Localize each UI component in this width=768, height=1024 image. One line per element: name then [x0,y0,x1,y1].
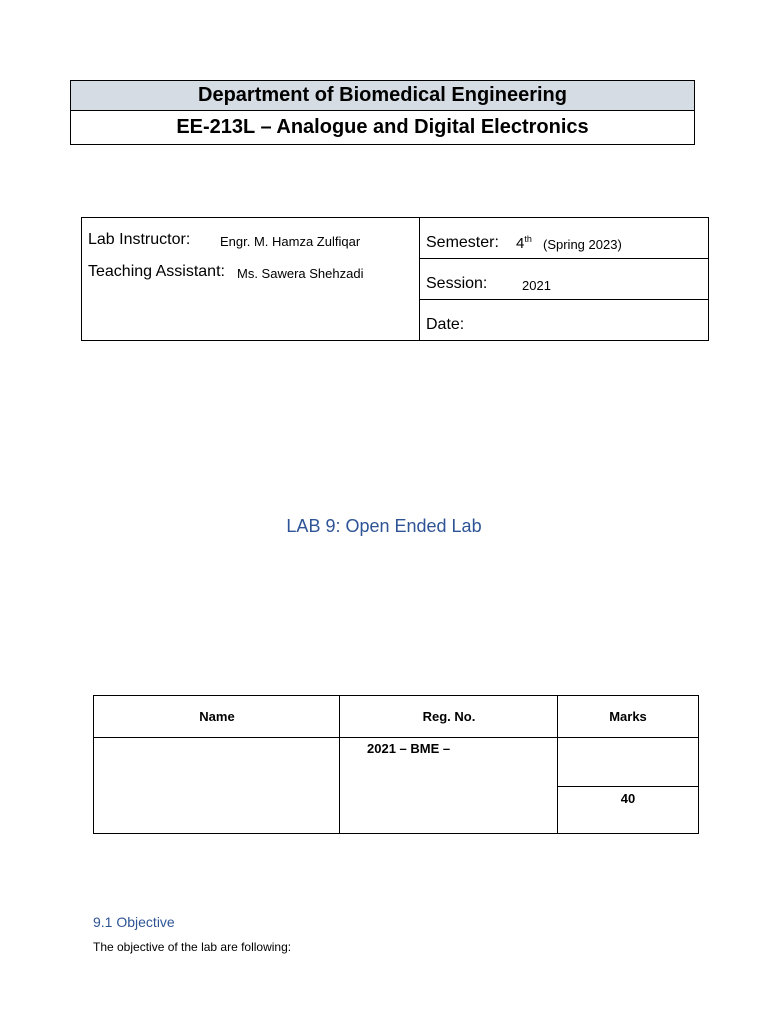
marks-column [558,696,698,833]
objective-text: The objective of the lab are following: [93,940,292,954]
reg-no-column [340,696,558,833]
name-header: Name [94,696,340,738]
semester-term: (Spring 2023) [543,237,622,252]
session-value: 2021 [522,278,551,293]
ta-label: Teaching Assistant: [88,263,225,280]
department-title: Department of Biomedical Engineering [70,80,695,111]
date-label: Date: [426,316,465,333]
date-cell [420,300,708,340]
course-title: EE-213L – Analogue and Digital Electronics [70,111,695,145]
semester-label: Semester: [426,234,499,251]
marks-total: 40 [620,791,636,806]
instructor-line [88,231,361,249]
marks-header: Marks [558,696,698,738]
lab-title: LAB 9: Open Ended Lab [286,516,482,536]
name-column [94,696,340,833]
semester-session-cells [420,218,708,340]
instructor-label: Lab Instructor: [88,231,191,248]
student-marks-table [93,695,699,834]
column-divider [339,696,340,833]
semester-suffix: th [524,234,532,244]
instructor-value: Engr. M. Hamza Zulfiqar [220,234,361,249]
objective-heading: 9.1 Objective [93,914,175,930]
ta-value: Ms. Sawera Shehzadi [237,266,364,281]
ta-line [88,263,364,281]
session-cell [420,259,708,300]
staff-cell [82,218,420,340]
semester-cell [420,218,708,259]
session-label: Session: [426,275,488,292]
reg-no-header: Reg. No. [340,696,558,738]
reg-no-value: 2021 – BME – [367,741,451,756]
lab-info-table [81,217,709,341]
column-divider [557,696,558,833]
marks-divider [558,786,698,787]
semester-number: 4th [516,234,532,252]
